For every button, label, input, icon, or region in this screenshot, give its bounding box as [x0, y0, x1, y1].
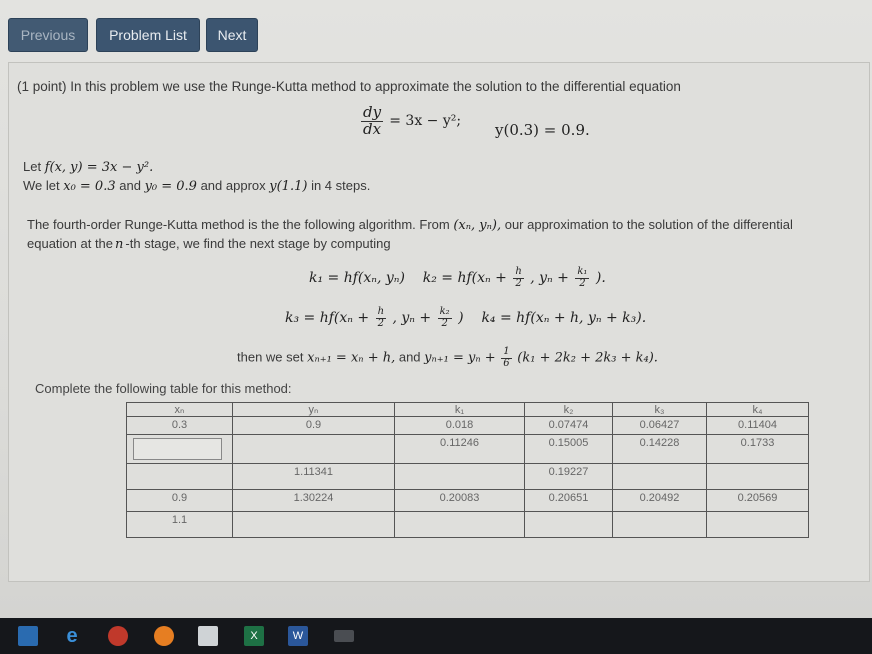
update-formula: then we set xₙ₊₁ = xₙ + h, and yₙ₊₁ = yₙ + $\frac{1}{6}$ (k₁ + 2k₂ + 2k₃ + k₄). [237, 346, 658, 369]
cell-input[interactable]: 0.19227 [525, 464, 613, 490]
cell-input[interactable] [127, 435, 233, 464]
ode-fraction: $\frac{dy}{dx}$ [363, 103, 382, 138]
cell-input[interactable]: 1.30224 [233, 490, 395, 512]
table-row [127, 512, 809, 538]
excel-icon[interactable]: X [244, 626, 264, 646]
firefox-icon[interactable] [154, 626, 174, 646]
cell-input[interactable]: 0.11246 [395, 435, 525, 464]
header-k4: k₄ [707, 403, 809, 417]
initial-values-line: We let x₀ = 0.3 and y₀ = 0.9 and approx y(1.1) in 4 steps. [23, 178, 371, 194]
k3-k4-formula: k₃ = hf(xₙ + $\frac{h}{2}$ , yₙ + $\frac{\text{k₂}}{2}$ ) k₄ = hf(xₙ + h, yₙ + k₃). [285, 306, 647, 329]
table-header-row [127, 403, 809, 417]
windows-icon[interactable] [18, 626, 38, 646]
cell-input[interactable]: 0.3 [127, 417, 233, 435]
problem-intro: (1 point) In this problem we use the Runge-Kutta method to approximate the solution to the differential equation [17, 79, 681, 94]
previous-button[interactable]: Previous [8, 18, 88, 52]
let-f-line: Let f(x, y) = 3x − y². [23, 159, 154, 175]
cell-input[interactable] [395, 512, 525, 538]
cell-input[interactable]: 0.9 [233, 417, 395, 435]
cell-input[interactable]: 0.018 [395, 417, 525, 435]
table-row [127, 464, 809, 490]
cell-input[interactable]: 0.20569 [707, 490, 809, 512]
cell-input[interactable]: 0.20651 [525, 490, 613, 512]
complete-instruction: Complete the following table for this method: [35, 381, 292, 396]
cell-input[interactable] [613, 464, 707, 490]
cell-input[interactable]: 0.15005 [525, 435, 613, 464]
cell-input[interactable] [127, 464, 233, 490]
cell-input[interactable]: 0.06427 [613, 417, 707, 435]
k1-k2-formula: k₁ = hf(xₙ, yₙ) k₂ = hf(xₙ + $\frac{h}{2}$ , yₙ + $\frac{\text{k₁}}{2}$ ). [309, 266, 606, 289]
edge-icon[interactable]: e [66, 625, 78, 647]
header-k1: k₁ [395, 403, 525, 417]
keyboard-icon[interactable] [334, 630, 354, 642]
header-yn: yₙ [233, 403, 395, 417]
cell-input[interactable]: 0.20083 [395, 490, 525, 512]
cell-input[interactable] [707, 512, 809, 538]
algo-line-2: equation at the n -th stage, we find the next stage by computing [27, 236, 391, 252]
cell-input[interactable]: 1.11341 [233, 464, 395, 490]
table-row [127, 435, 809, 464]
taskbar [0, 618, 872, 654]
table-row [127, 490, 809, 512]
cell-input[interactable]: 0.14228 [613, 435, 707, 464]
word-icon[interactable]: W [288, 626, 308, 646]
header-k2: k₂ [525, 403, 613, 417]
cell-input[interactable] [525, 512, 613, 538]
ode-equation: $\frac{dy}{dx}$ = 3x − y²; [363, 103, 462, 138]
x1-input[interactable] [133, 438, 222, 460]
media-icon[interactable] [108, 626, 128, 646]
cell-input[interactable]: 0.20492 [613, 490, 707, 512]
cell-input[interactable]: 0.1733 [707, 435, 809, 464]
cell-input[interactable] [707, 464, 809, 490]
cell-input[interactable] [233, 512, 395, 538]
cell-input[interactable]: 0.11404 [707, 417, 809, 435]
cell-input[interactable] [233, 435, 395, 464]
table-row [127, 417, 809, 435]
header-xn: xₙ [127, 403, 233, 417]
cell-input[interactable] [395, 464, 525, 490]
cell-input[interactable]: 1.1 [127, 512, 233, 538]
cell-input[interactable]: 0.9 [127, 490, 233, 512]
header-k3: k₃ [613, 403, 707, 417]
mail-icon[interactable] [198, 626, 218, 646]
initial-condition: y(0.3) = 0.9. [495, 121, 590, 139]
next-button[interactable]: Next [206, 18, 258, 52]
algo-line-1: The fourth-order Runge-Kutta method is the the following algorithm. From (xₙ, yₙ), our approximation to the solution of the differential [27, 217, 793, 233]
problem-list-button[interactable]: Problem List [96, 18, 200, 52]
cell-input[interactable] [613, 512, 707, 538]
rk-table [126, 402, 809, 538]
cell-input[interactable]: 0.07474 [525, 417, 613, 435]
